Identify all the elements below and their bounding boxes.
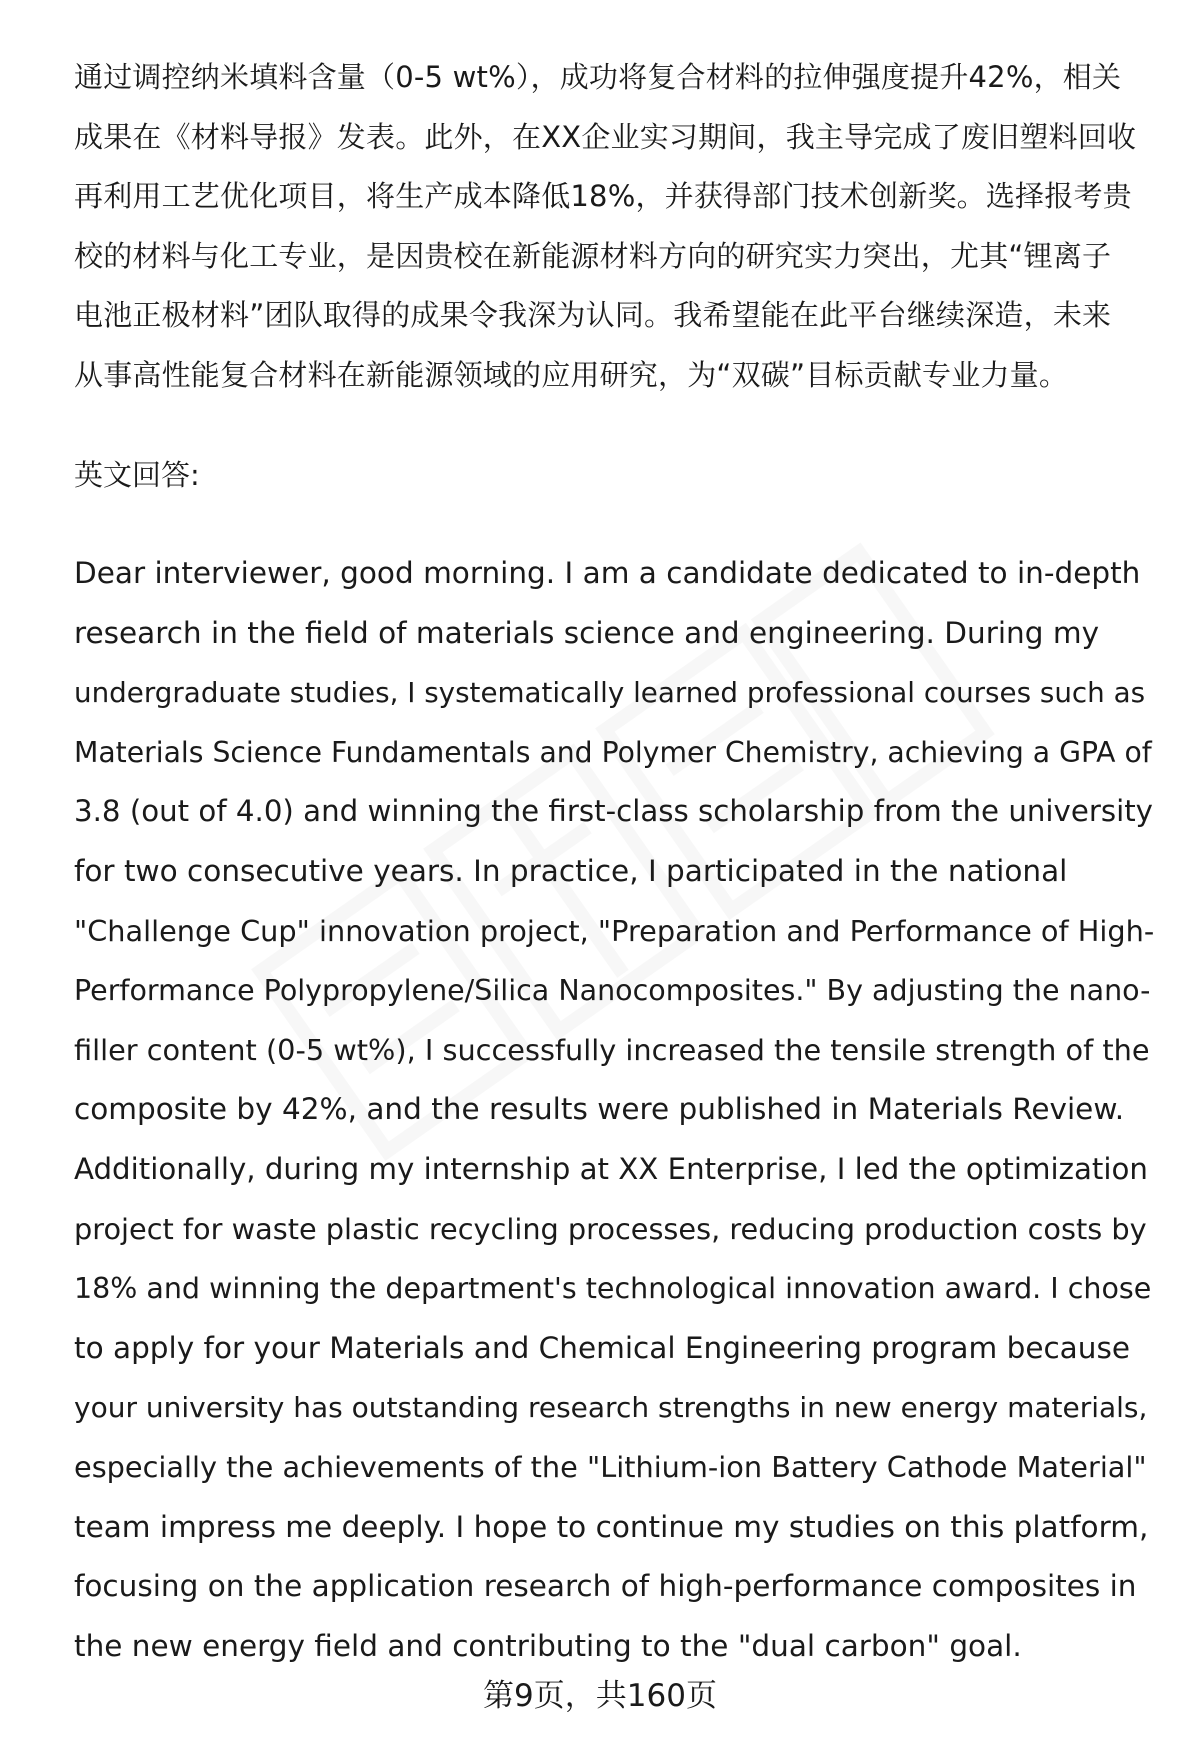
paragraph-line: 18% and winning the department's technological innovation award. I chose	[74, 1272, 1152, 1306]
paragraph-line: 成果在《材料导报》发表。此外，在XX企业实习期间，我主导完成了废旧塑料回收	[74, 119, 1137, 154]
paragraph-line: the new energy field and contributing to the "dual carbon" goal.	[74, 1628, 1022, 1663]
chinese-answer-paragraph	[74, 48, 1154, 405]
main-content	[74, 48, 1155, 1663]
paragraph-line: Additionally, during my internship at XX Enterprise, I led the optimization	[74, 1152, 1148, 1186]
paragraph-line: composite by 42%, and the results were published in Materials Review.	[74, 1092, 1125, 1127]
english-answer-heading: 英文回答:	[74, 458, 200, 492]
paragraph-line: team impress me deeply. I hope to continue my studies on this platform,	[74, 1509, 1149, 1544]
paragraph-line: 3.8 (out of 4.0) and winning the first-class scholarship from the university	[74, 794, 1153, 829]
paragraph-line: 校的材料与化工专业，是因贵校在新能源材料方向的研究实力突出，尤其“锂离子	[74, 238, 1112, 273]
paragraph-line: to apply for your Materials and Chemical Engineering program because	[74, 1330, 1130, 1365]
paragraph-line: 从事高性能复合材料在新能源领域的应用研究，为“双碳”目标贡献专业力量。	[74, 357, 1069, 392]
paragraph-line: project for waste plastic recycling processes, reducing production costs by	[74, 1211, 1147, 1246]
paragraph-line: Materials Science Fundamentals and Polymer Chemistry, achieving a GPA of	[74, 735, 1152, 769]
paragraph-line: Performance Polypropylene/Silica Nanocomposites." By adjusting the nano-	[74, 974, 1151, 1008]
paragraph-line: focusing on the application research of high-performance composites in	[74, 1569, 1137, 1604]
page-number: 第9页，共160页	[483, 1678, 717, 1714]
paragraph-line: Dear interviewer, good morning. I am a candidate dedicated to in-depth	[74, 556, 1141, 590]
paragraph-line: for two consecutive years. In practice, I participated in the national	[74, 854, 1068, 888]
paragraph-line: undergraduate studies, I systematically learned professional courses such as	[74, 676, 1146, 710]
paragraph-line: 电池正极材料”团队取得的成果令我深为认同。我希望能在此平台继续深造，未来	[74, 298, 1112, 332]
paragraph-line: filler content (0-5 wt%), I successfully increased the tensile strength of the	[74, 1032, 1150, 1067]
paragraph-line: "Challenge Cup" innovation project, "Preparation and Performance of High-	[74, 913, 1155, 948]
paragraph-line: research in the field of materials science and engineering. During my	[74, 615, 1100, 650]
paragraph-line: especially the achievements of the "Lithium-ion Battery Cathode Material"	[74, 1450, 1147, 1484]
paragraph-line: 通过调控纳米填料含量（0-5 wt%），成功将复合材料的拉伸强度提升42%，相关	[74, 60, 1122, 94]
paragraph-line: your university has outstanding research strengths in new energy materials,	[74, 1391, 1148, 1425]
paragraph-line: 再利用工艺优化项目，将生产成本降低18%，并获得部门技术创新奖。选择报考贵	[74, 179, 1132, 213]
